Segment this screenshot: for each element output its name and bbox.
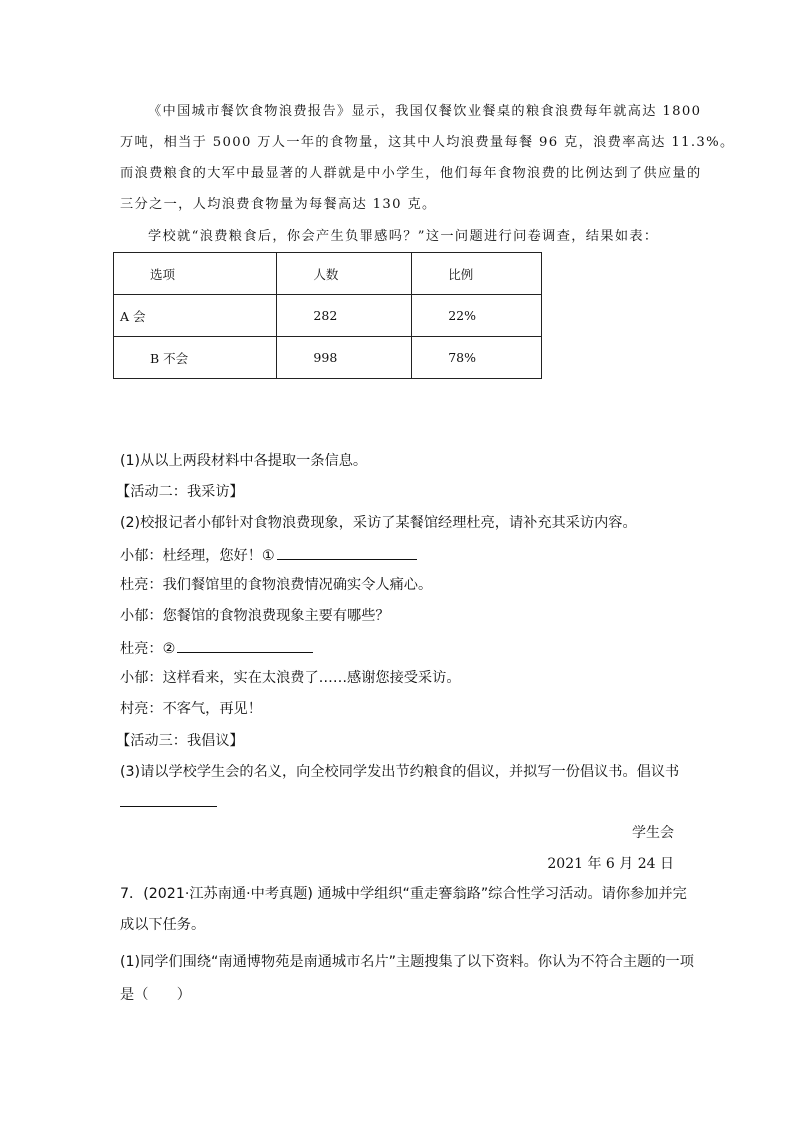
dialogue-text: 杜亮：② [120,641,176,657]
table-header-ratio: 比例 [412,253,542,295]
dialogue-line-1 [120,545,417,565]
report-line-3: 而浪费粮食的大军中最显著的人群就是中小学生，他们每年食物浪费的比例达到了供应量的 [120,166,702,181]
question-7-line-1: 7．(2021·江苏南通·中考真题) 通城中学组织“重走謇翁路”综合性学习活动。请你参加并完 [120,886,687,902]
table-row [114,337,542,379]
table-header-option: 选项 [114,253,277,295]
table-header-count: 人数 [277,253,412,295]
survey-table [113,252,542,379]
table-row [114,295,542,337]
question-2: (2)校报记者小郁针对食物浪费现象，采访了某餐馆经理杜亮，请补充其采访内容。 [120,515,637,531]
table-cell-ratio: 78% [412,337,542,379]
dialogue-line-4 [120,638,313,658]
dialogue-text: 小郁：杜经理，您好！① [120,548,275,564]
answer-blank-2[interactable] [177,638,313,653]
table-cell-count: 998 [277,337,412,379]
activity-2-heading: 【活动二：我采访】 [116,484,244,500]
table-cell-option: B 不会 [114,337,277,379]
proposal-blank[interactable] [120,806,217,807]
dialogue-line-5: 小郁：这样看来，实在太浪费了……感谢您接受采访。 [120,670,461,686]
activity-3-heading: 【活动三：我倡议】 [116,733,244,749]
answer-blank-1[interactable] [277,545,417,560]
table-header-row [114,253,542,295]
report-line-1: 《中国城市餐饮食物浪费报告》显示，我国仅餐饮业餐桌的粮食浪费每年就高达 1800 [148,104,702,119]
table-cell-option: A 会 [114,295,277,337]
question-3: (3)请以学校学生会的名义，向全校同学发出节约粮食的倡议，并拟写一份倡议书。倡议书 [120,764,680,780]
signature-date: 2021 年 6 月 24 日 [547,856,674,872]
question-7-line-2: 成以下任务。 [120,917,206,933]
survey-intro: 学校就“浪费粮食后，你会产生负罪感吗？”这一问题进行问卷调查，结果如表： [148,229,659,244]
report-line-4: 三分之一，人均浪费食物量为每餐高达 130 克。 [120,197,437,212]
question-7-sub1-line-1: (1)同学们围绕“南通博物苑是南通城市名片”主题搜集了以下资料。你认为不符合主题的一项 [120,954,694,970]
table-cell-ratio: 22% [412,295,542,337]
dialogue-line-6: 村亮：不客气，再见！ [120,701,262,717]
dialogue-line-2: 杜亮：我们餐馆里的食物浪费情况确实令人痛心。 [120,577,433,593]
report-line-2: 万吨，相当于 5000 万人一年的食物量，这其中人均浪费量每餐 96 克，浪费率高达 11.3%。 [120,135,735,150]
signature: 学生会 [632,825,674,841]
question-7-sub1-line-2: 是（ ） [120,987,191,1003]
dialogue-line-3: 小郁：您餐馆的食物浪费现象主要有哪些？ [120,608,390,624]
question-1: (1)从以上两段材料中各提取一条信息。 [120,453,368,469]
table-cell-count: 282 [277,295,412,337]
